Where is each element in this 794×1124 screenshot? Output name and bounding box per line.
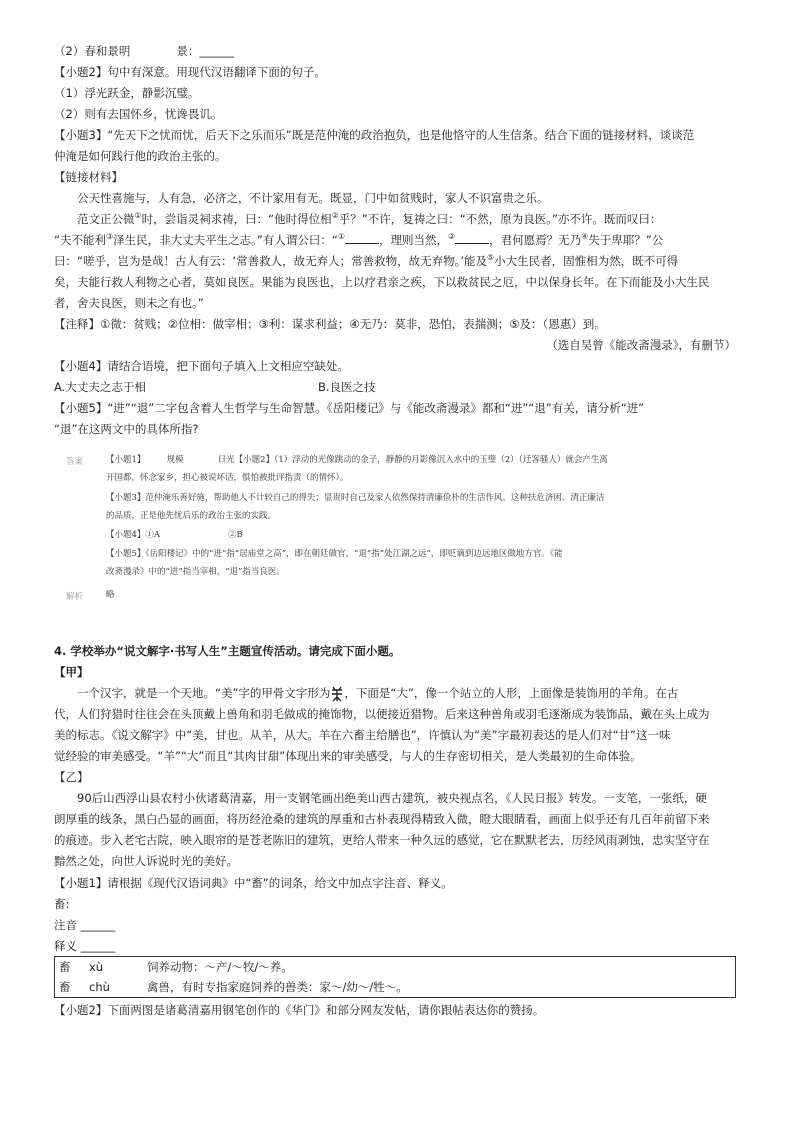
yi-paragraph-line4: 黯然之处，向世人诉说时光的美好。 [54, 854, 238, 868]
answer-line-1b: 开国都，怀念家乡，担心被说坏话，惧怕被批评指责（的情怀）。 [106, 473, 349, 483]
option-a: A.大丈夫之志于相 [54, 380, 146, 394]
answer-line-1: 【小题1】 规模 日光【小题2】（1）浮动的光像跳动的金子，静静的月影像沉入水中的玉璧（2）（迁客骚人）就会产生离 [106, 455, 608, 465]
translate-sentence-1: （1）浮光跃金，静影沉璧。 [54, 86, 200, 100]
jia-paragraph-line4: 觉经验的审美感受。“羊”“大”而且“其肉甘甜”体现出来的审美感受，与人的生存密切相关，是人类最初的生命体验。 [54, 749, 642, 763]
dict-char: 畜 [59, 980, 71, 994]
yi-paragraph-line3: 的痕迹。步入老宅古院，映入眼帘的是苍老陈旧的建筑，更给人带来一种久远的感觉，它在默默老去，历经风雨剥蚀，忠实坚守在 [54, 833, 710, 847]
translate-sentence-2: （2）则有去国怀乡，忧谗畏讥。 [54, 107, 223, 121]
q4-subquestion-1: 【小题1】请根据《现代汉语词典》中“畜”的词条，给文中加点字注音、释义。 [54, 876, 453, 890]
answer-line-3b: 的品质，正是他先忧后乐的政治主张的实践。 [106, 511, 277, 521]
section-jia-label: 【甲】 [54, 665, 89, 679]
answer-label: 答案 [66, 457, 84, 467]
answer-line-4: 【小题4】①A ②B [106, 530, 243, 540]
q4-subquestion-2: 【小题2】下面两图是诸葛清嘉用钢笔创作的《华门》和部分网友发帖，请你跟帖表达你的赞扬。 [54, 1003, 545, 1017]
annotation-note: 【注释】①微：贫贱；②位相：做宰相；③利：谋求利益；④无乃：莫非，恐怕，表揣测；⑤及：（恩惠）到。 [54, 317, 606, 331]
link-paragraph-2-line2: “夫不能利③泽生民，非大丈夫平生之志。”有人谓公曰：“① ，理则当然，② ，君何愿焉？无乃④失于卑耶？”公 [54, 232, 664, 247]
link-paragraph-1: 公天性喜施与，人有急，必济之，不计家用有无。既显，门中如贫贱时，家人不识富贵之乐。 [77, 191, 549, 205]
jia-paragraph-line1: 一个汉字，就是一个天地。“美”字的甲骨文字形为 ，下面是“大”，像一个站立的人形，上面像是装饰用的羊角。在古 [77, 686, 679, 700]
link-paragraph-2-line1: 范文正公微①时，尝诣灵祠求祷，曰：“他时得位相②乎？”不许，复祷之曰：“不然，原为良医。”亦不许。既而叹曰： [77, 211, 662, 226]
jia-paragraph-line2: 代，人们狩猎时往往会在头顶戴上兽角和羽毛做成的掩饰物，以便接近猎物。后来这种兽角或羽毛逐渐成为装饰品，戴在头上成为 [54, 707, 710, 721]
subquestion-2-title: 【小题2】句中有深意。用现代汉语翻译下面的句子。 [54, 65, 326, 79]
chu-label: 畜: [54, 897, 70, 911]
dictionary-row [55, 957, 736, 978]
answer-line-3: 【小题3】范仲淹乐善好施，帮助他人不计较自己的得失；显贵时自己及家人依然保持清廉俭朴的生活作风。这种扶危济困、清正廉洁 [106, 493, 605, 503]
dict-char: 畜 [59, 960, 71, 974]
dict-pinyin: chù [89, 980, 110, 994]
dict-definition: 禽兽，有时专指家庭饲养的兽类：家～/幼～/牲～。 [147, 980, 408, 994]
pinyin-answer-field[interactable]: 注音 ______ [54, 918, 116, 932]
jia-paragraph-line3: 美的标志。《说文解字》中“美，甘也。从羊，从大。羊在六畜主给膳也”，许慎认为“美”字最初表达的是人们对“甘”这一味 [54, 728, 671, 742]
question-line-item2: （2）春和景明 景：______ [54, 44, 234, 58]
analysis-label: 解析 [66, 592, 84, 602]
dict-pinyin: xù [89, 960, 104, 974]
link-paragraph-2-line4: 矣，夫能行救人利物之心者，莫如良医。果能为良医也，上以疗君亲之疾，下以救贫民之厄，中以保身长年。在下而能及小大生民 [54, 275, 710, 289]
section-yi-label: 【乙】 [54, 770, 89, 784]
analysis-text: 略 [106, 590, 115, 600]
definition-answer-field[interactable]: 释义 ______ [54, 939, 116, 953]
subquestion-3-line1: 【小题3】“先天下之忧而忧，后天下之乐而乐”既是范仲淹的政治抱负，也是他恪守的人生信条。结合下面的链接材料，谈谈范 [54, 128, 695, 142]
oracle-bone-mei-glyph [330, 686, 344, 702]
blank-2[interactable] [455, 231, 489, 244]
yi-paragraph-line1: 90后山西浮山县农村小伙诸葛清嘉，用一支钢笔画出绝美山西古建筑，被央视点名，《人民日报》转发。一支笔，一张纸，硬 [77, 791, 707, 805]
source-citation: （选自吴曾《能改斋漫录》，有删节） [546, 338, 736, 352]
dictionary-entry-table [54, 956, 736, 998]
link-paragraph-2-line5: 者，舍夫良医，则未之有也。” [54, 296, 204, 310]
answer-line-5: 【小题5】《岳阳楼记》中的“进”指“居庙堂之高”，即在朝廷做官，“退”指“处江湖之远”，即贬谪到边远地区做地方官。《能 [106, 549, 563, 559]
dictionary-row [55, 977, 736, 998]
question-4-title: 4. 学校举办“说文解字·书写人生”主题宣传活动。请完成下面小题。 [54, 644, 401, 658]
subquestion-5-line1: 【小题5】“进”“退”二字包含着人生哲学与生命智慧。《岳阳楼记》与《能改斋漫录》都和“进”“退”有关，请分析“进” [54, 401, 645, 415]
answer-line-5b: 改斋漫录》中的“进”指当宰相，“退”指当良医。 [106, 567, 285, 577]
yi-paragraph-line2: 朗厚重的线条，黑白凸显的画面，将历经沧桑的建筑的厚重和古朴表现得精致入微，瞪大眼睛看，画面上似乎还有几百年前留下来 [54, 812, 710, 826]
subquestion-4-title: 【小题4】请结合语境，把下面句子填入上文相应空缺处。 [54, 359, 349, 373]
dict-definition: 饲养动物：～产/～牧/～养。 [147, 960, 293, 974]
blank-1[interactable] [345, 231, 379, 244]
link-material-header: 【链接材料】 [54, 170, 123, 184]
link-paragraph-2-line3: 曰：“嗟乎，岂为是哉！古人有云：‘常善救人，故无弃人；常善救物，故无弃物。’能及⑤小大生民者，固惟相为然，既不可得 [54, 253, 679, 268]
subquestion-3-line2: 仲淹是如何践行他的政治主张的。 [54, 149, 227, 163]
subquestion-5-line2: “退”在这两文中的具体所指? [54, 422, 199, 436]
option-b: B.良医之技 [318, 380, 376, 394]
